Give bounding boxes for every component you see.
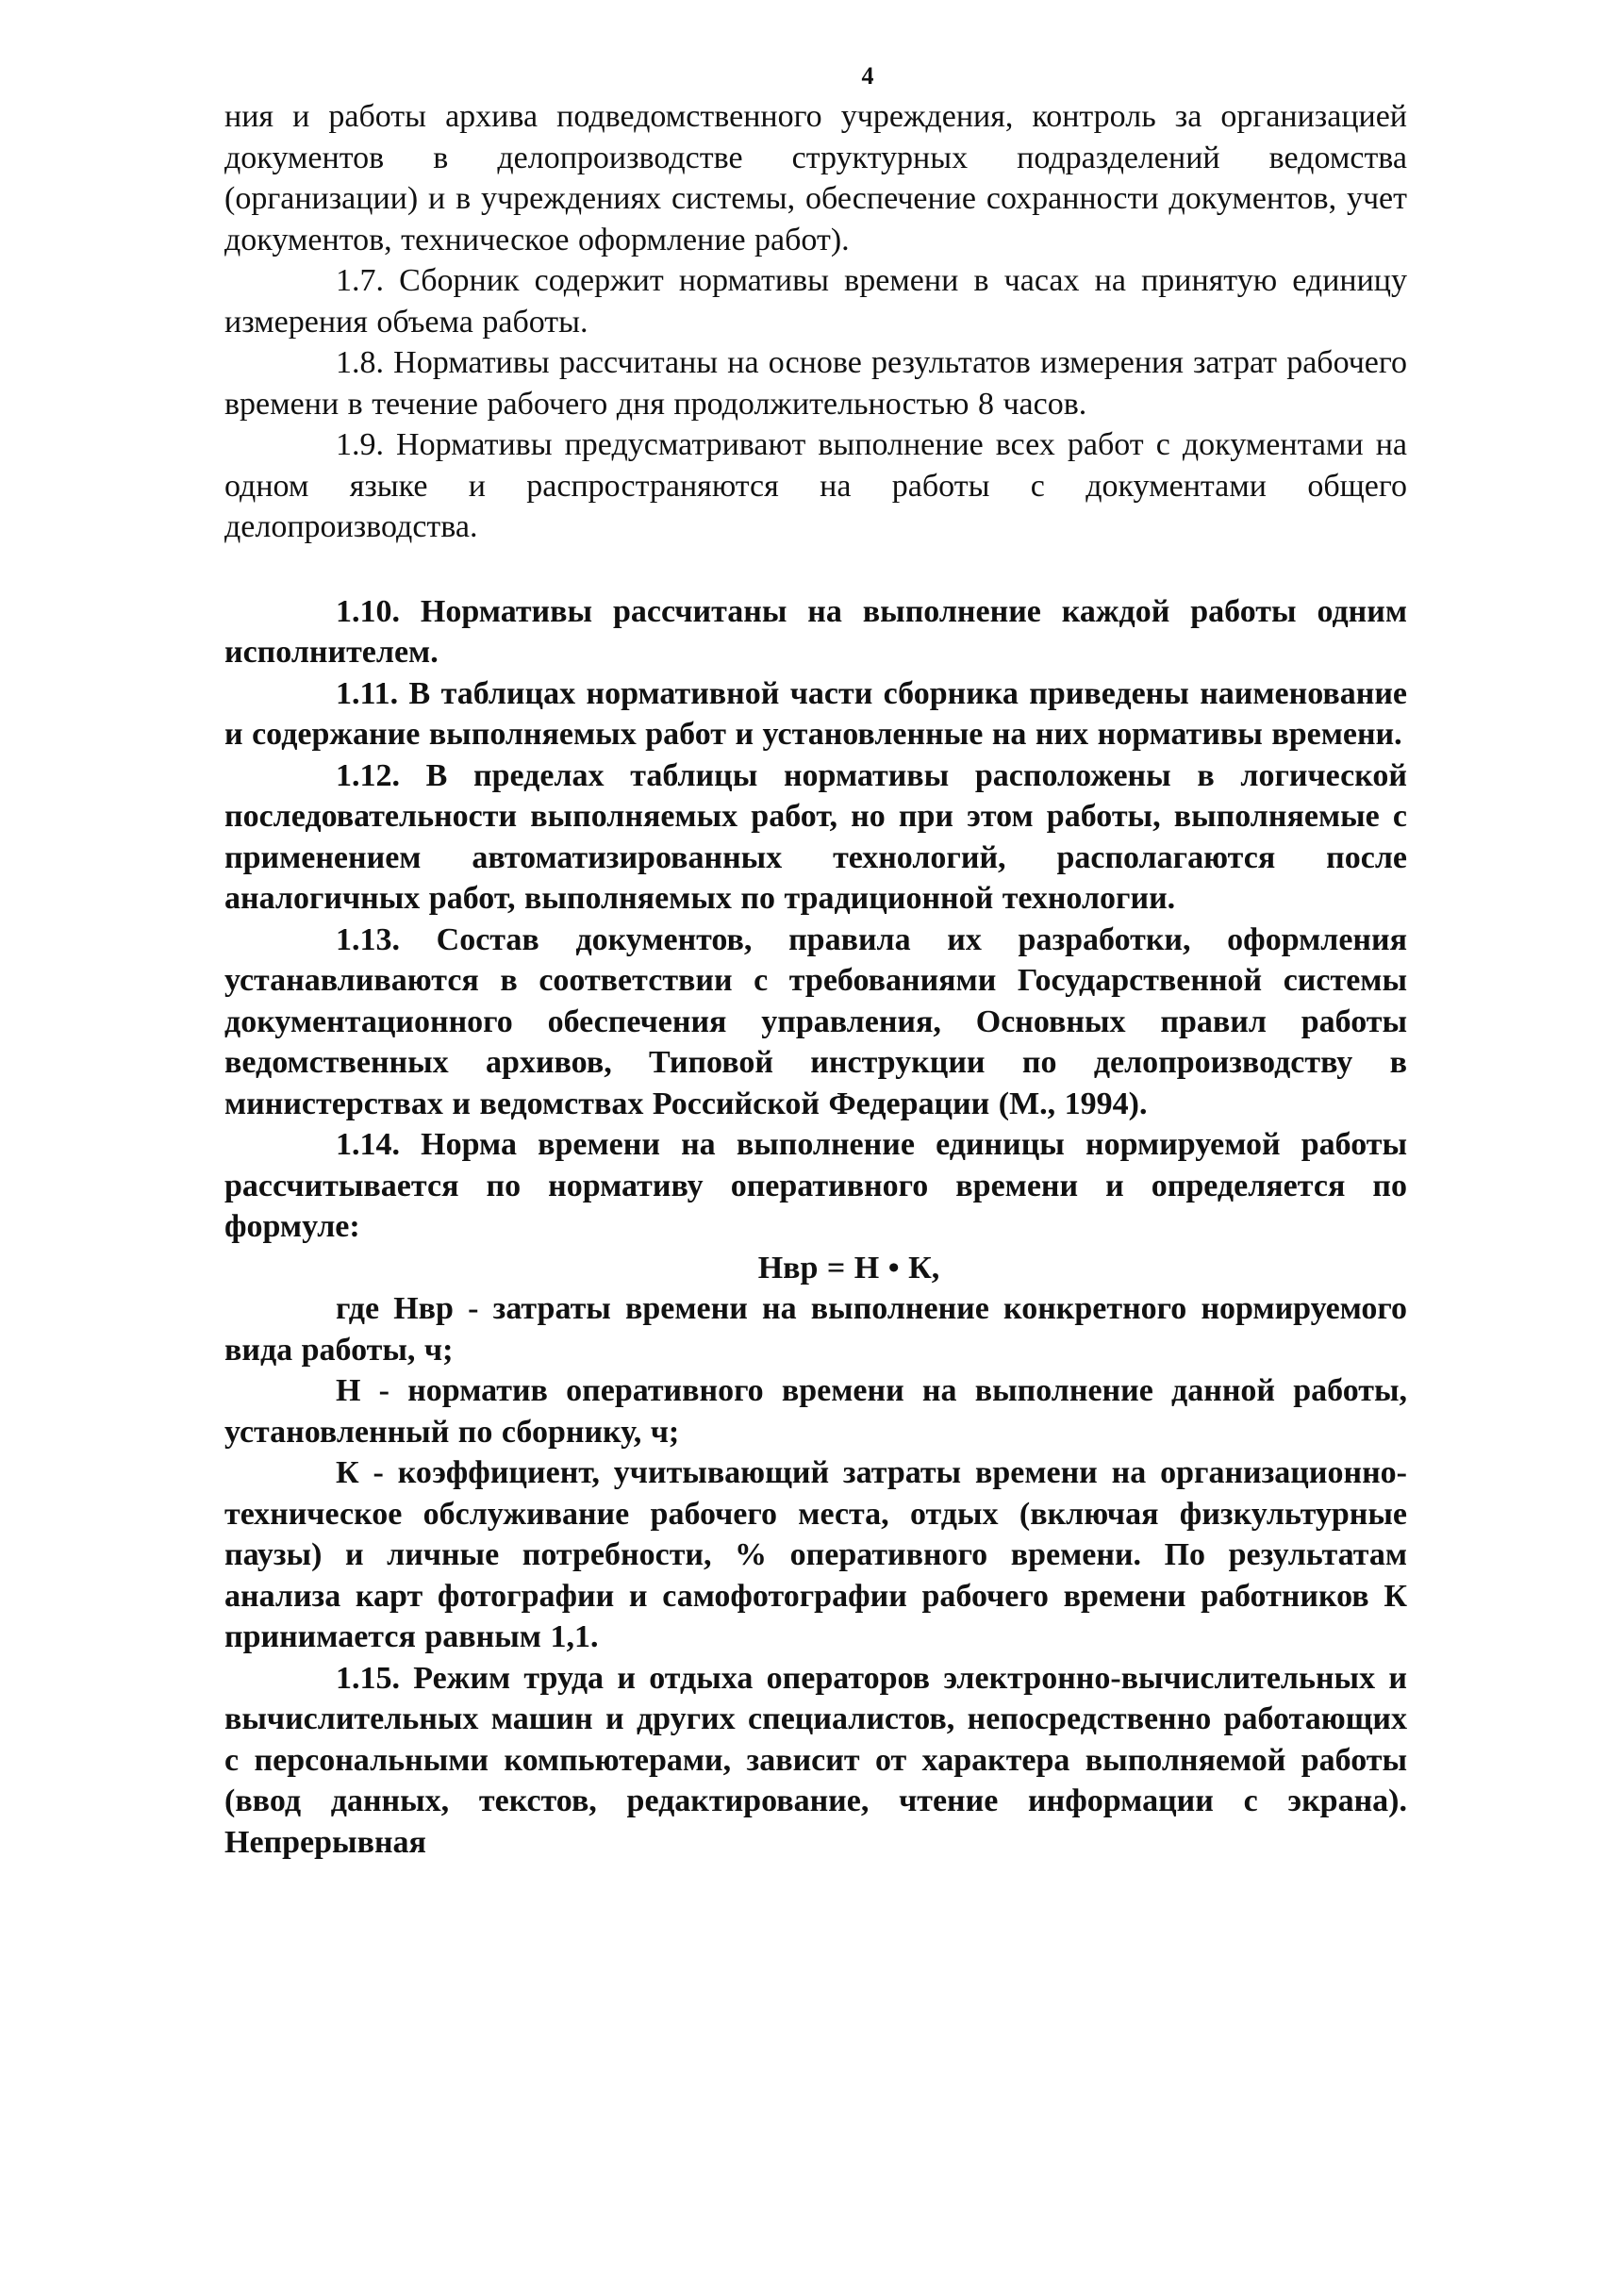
paragraph-continuation: ния и работы архива подведомственного учреждения, контроль за организацией документов в делопроизводстве структурных подразделений ведомства (организации) и в учреждениях системы, обеспечение сохранности документов, учет документов, техническое оформление работ). — [224, 99, 1407, 257]
paragraph-1-13: 1.13. Состав документов, правила их разработки, оформления устанавливаются в соответствии с требованиями Государственной системы документационного обеспечения управления, Основных правил работы ведомственных архивов, Типовой инструкции по делопроизводству в министерствах и ведомствах Российской Федерации (М., 1994). — [224, 921, 1407, 1121]
paragraph-1-11: 1.11. В таблицах нормативной части сборника приведены наименование и содержание выполняемых работ и установленные на них нормативы времени. — [224, 675, 1407, 752]
paragraph-1-15: 1.15. Режим труда и отдыха операторов электронно-вычислительных и вычислительных машин и других специалистов, непосредственно работающих с персональными компьютерами, зависит от характера выполняемой работы (ввод данных, текстов, редактирование, чтение информации с экрана). Непрерывная — [224, 1660, 1407, 1860]
page-number: 4 — [861, 62, 874, 90]
paragraph-1-10: 1.10. Нормативы рассчитаны на выполнение каждой работы одним исполнителем. — [224, 593, 1407, 670]
definition-n: Н - норматив оперативного времени на выполнение данной работы, установленный по сборнику, ч; — [224, 1373, 1407, 1450]
paragraph-1-7: 1.7. Сборник содержит нормативы времени в часах на принятую единицу измерения объема работы. — [224, 263, 1407, 340]
paragraph-1-12: 1.12. В пределах таблицы нормативы расположены в логической последовательности выполняемых работ, но при этом работы, выполняемые с применением автоматизированных технологий, располагаются после аналогичных работ, выполняемых по традиционной технологии. — [224, 757, 1407, 916]
document-body — [224, 96, 1407, 1863]
formula: Нвр = Н • К, — [757, 1250, 940, 1285]
definition-k: К - коэффициент, учитывающий затраты времени на организационно-техническое обслуживание рабочего места, отдых (включая физкультурные паузы) и личные потребности, % оперативного времени. По результатам анализа карт фотографии и самофотографии рабочего времени работников К принимается равным 1,1. — [224, 1455, 1407, 1654]
definition-nvr: где Нвр - затраты времени на выполнение конкретного нормируемого вида работы, ч; — [224, 1291, 1407, 1368]
paragraph-1-9: 1.9. Нормативы предусматривают выполнение всех работ с документами на одном языке и распространяются на работы с документами общего делопроизводства. — [224, 427, 1407, 544]
paragraph-1-14: 1.14. Норма времени на выполнение единицы нормируемой работы рассчитывается по нормативу оперативного времени и определяется по формуле: — [224, 1127, 1407, 1244]
paragraph-1-8: 1.8. Нормативы рассчитаны на основе результатов измерения затрат рабочего времени в течение рабочего дня продолжительностью 8 часов. — [224, 345, 1407, 422]
